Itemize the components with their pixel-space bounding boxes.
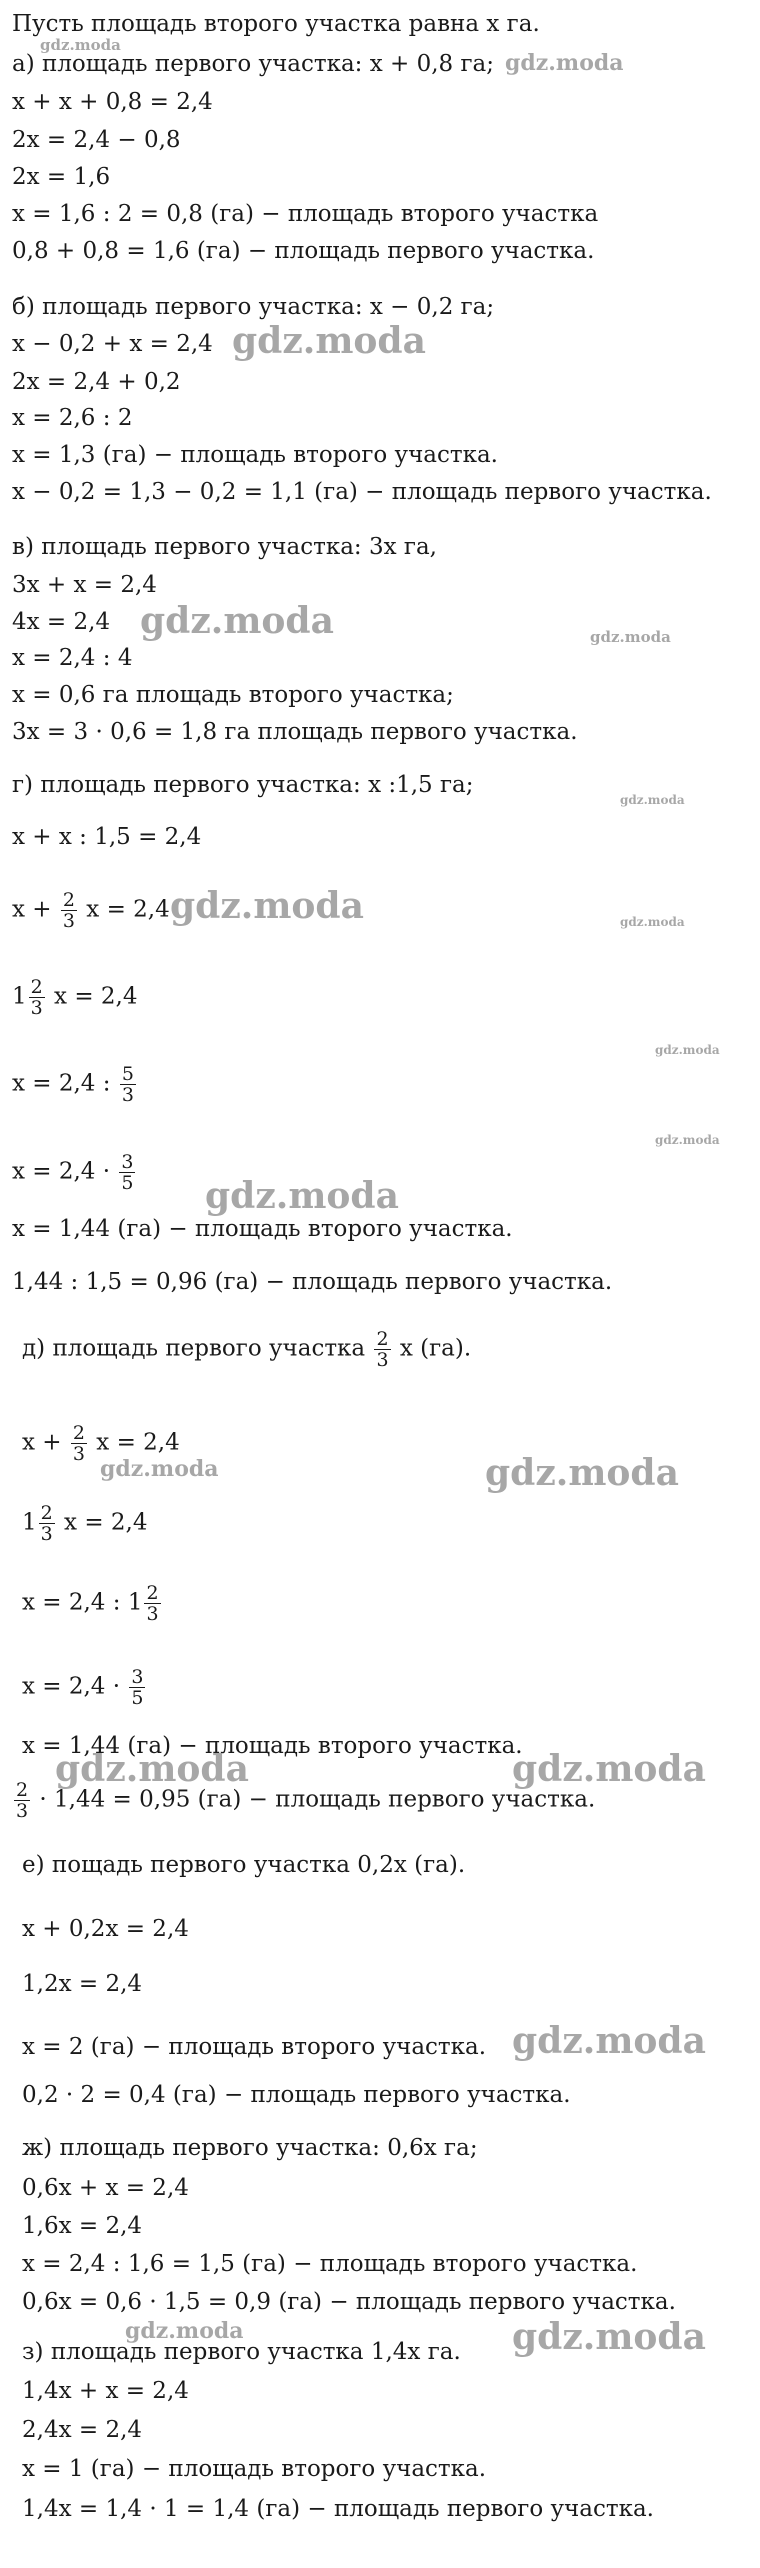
part-zh-step: 1,6x = 2,4 (22, 2213, 143, 2239)
part-a-step: x + x + 0,8 = 2,4 (12, 89, 213, 115)
part-d-heading: д) площадь первого участка $\frac{2}{3}$ x (га). (22, 1328, 472, 1371)
part-e-answer: 0,2 · 2 = 0,4 (га) − площадь первого участка. (22, 2082, 571, 2108)
watermark: gdz.moda (485, 1452, 679, 1494)
part-d-step: x + $\frac{2}{3}$ x = 2,4 (22, 1422, 180, 1465)
watermark: gdz.moda (170, 885, 364, 927)
watermark: gdz.moda (512, 2020, 706, 2062)
part-b-step: x = 2,6 : 2 (12, 405, 133, 431)
part-g-step: x + x : 1,5 = 2,4 (12, 824, 202, 850)
fraction-two-thirds: $\frac{2}{3}$ (30, 976, 43, 1019)
part-v-heading: в) площадь первого участка: 3x га, (12, 534, 437, 560)
fraction-two-thirds: $\frac{2}{3}$ (16, 1779, 29, 1822)
part-zh-step: x = 2,4 : 1,6 = 1,5 (га) − площадь второго участка. (22, 2251, 638, 2277)
part-g-step: x = 1,44 (га) − площадь второго участка. (12, 1216, 513, 1242)
part-d-step: x = 2,4 · $\frac{3}{5}$ (22, 1666, 144, 1709)
part-g-step: x + $\frac{2}{3}$ x = 2,4 (12, 889, 170, 932)
watermark: gdz.moda (40, 36, 121, 54)
part-v-step: x = 0,6 га площадь второго участка; (12, 682, 454, 708)
part-e-step: x = 2 (га) − площадь второго участка. (22, 2034, 487, 2060)
part-zh-heading: ж) площадь первого участка: 0,6x га; (22, 2135, 478, 2161)
fraction-two-thirds: $\frac{2}{3}$ (146, 1582, 159, 1625)
part-b-step: 2x = 2,4 + 0,2 (12, 369, 181, 395)
fraction-three-fifths: $\frac{3}{5}$ (131, 1666, 144, 1709)
part-g-heading: г) площадь первого участка: x :1,5 га; (12, 772, 474, 798)
part-a-step: 2x = 1,6 (12, 164, 111, 190)
part-d-step: 1 $\frac{2}{3}$ x = 2,4 (22, 1502, 148, 1545)
fraction-two-thirds: $\frac{2}{3}$ (72, 1422, 85, 1465)
watermark: gdz.moda (505, 50, 624, 76)
part-e-step: 1,2x = 2,4 (22, 1971, 143, 1997)
fraction-five-thirds: $\frac{5}{3}$ (121, 1063, 134, 1106)
watermark: gdz.moda (140, 600, 334, 642)
watermark: gdz.moda (55, 1748, 249, 1790)
watermark: gdz.moda (512, 1748, 706, 1790)
part-e-heading: е) пощадь первого участка 0,2x (га). (22, 1852, 466, 1878)
part-zh-step: 0,6x + x = 2,4 (22, 2175, 189, 2201)
watermark: gdz.moda (620, 793, 685, 807)
part-b-step: x = 1,3 (га) − площадь второго участка. (12, 442, 498, 468)
part-b-answer: x − 0,2 = 1,3 − 0,2 = 1,1 (га) − площадь первого участка. (12, 479, 712, 505)
part-v-step: 4x = 2,4 (12, 609, 111, 635)
part-z-answer: 1,4x = 1,4 · 1 = 1,4 (га) − площадь первого участка. (22, 2496, 654, 2522)
watermark: gdz.moda (232, 320, 426, 362)
part-d-step: x = 2,4 : 1 $\frac{2}{3}$ (22, 1582, 159, 1625)
part-g-step: x = 2,4 · $\frac{3}{5}$ (12, 1151, 134, 1194)
part-g-answer: 1,44 : 1,5 = 0,96 (га) − площадь первого участка. (12, 1269, 613, 1295)
part-b-heading: б) площадь первого участка: x − 0,2 га; (12, 294, 495, 320)
part-a-heading: а) площадь первого участка: x + 0,8 га; (12, 51, 495, 77)
watermark: gdz.moda (590, 628, 671, 646)
intro-line: Пусть площадь второго участка равна x га. (12, 11, 540, 37)
part-z-step: x = 1 (га) − площадь второго участка. (22, 2456, 487, 2482)
part-a-step: 2x = 2,4 − 0,8 (12, 127, 181, 153)
part-a-answer: 0,8 + 0,8 = 1,6 (га) − площадь первого участка. (12, 238, 595, 264)
part-z-heading: з) площадь первого участка 1,4x га. (22, 2339, 461, 2365)
part-e-step: x + 0,2x = 2,4 (22, 1916, 189, 1942)
fraction-three-fifths: $\frac{3}{5}$ (121, 1151, 134, 1194)
part-v-answer: 3x = 3 · 0,6 = 1,8 га площадь первого участка. (12, 719, 578, 745)
watermark: gdz.moda (655, 1133, 720, 1147)
part-g-step: 1 $\frac{2}{3}$ x = 2,4 (12, 976, 138, 1019)
watermark: gdz.moda (100, 1456, 219, 1482)
part-z-step: 1,4x + x = 2,4 (22, 2378, 189, 2404)
fraction-two-thirds: $\frac{2}{3}$ (40, 1502, 53, 1545)
watermark: gdz.moda (620, 915, 685, 929)
part-d-step: x = 1,44 (га) − площадь второго участка. (22, 1733, 523, 1759)
part-b-step: x − 0,2 + x = 2,4 (12, 331, 213, 357)
part-v-step: x = 2,4 : 4 (12, 645, 133, 671)
fraction-two-thirds: $\frac{2}{3}$ (376, 1328, 389, 1371)
part-g-step: x = 2,4 : $\frac{5}{3}$ (12, 1063, 134, 1106)
fraction-two-thirds: $\frac{2}{3}$ (62, 889, 75, 932)
part-z-step: 2,4x = 2,4 (22, 2417, 143, 2443)
watermark: gdz.moda (655, 1043, 720, 1057)
part-v-step: 3x + x = 2,4 (12, 572, 157, 598)
watermark: gdz.moda (512, 2316, 706, 2358)
part-a-step: x = 1,6 : 2 = 0,8 (га) − площадь второго участка (12, 201, 599, 227)
part-d-answer: $\frac{2}{3}$ · 1,44 = 0,95 (га) − площадь первого участка. (16, 1779, 596, 1822)
watermark: gdz.moda (205, 1175, 399, 1217)
watermark: gdz.moda (125, 2318, 244, 2344)
part-zh-answer: 0,6x = 0,6 · 1,5 = 0,9 (га) − площадь первого участка. (22, 2289, 676, 2315)
